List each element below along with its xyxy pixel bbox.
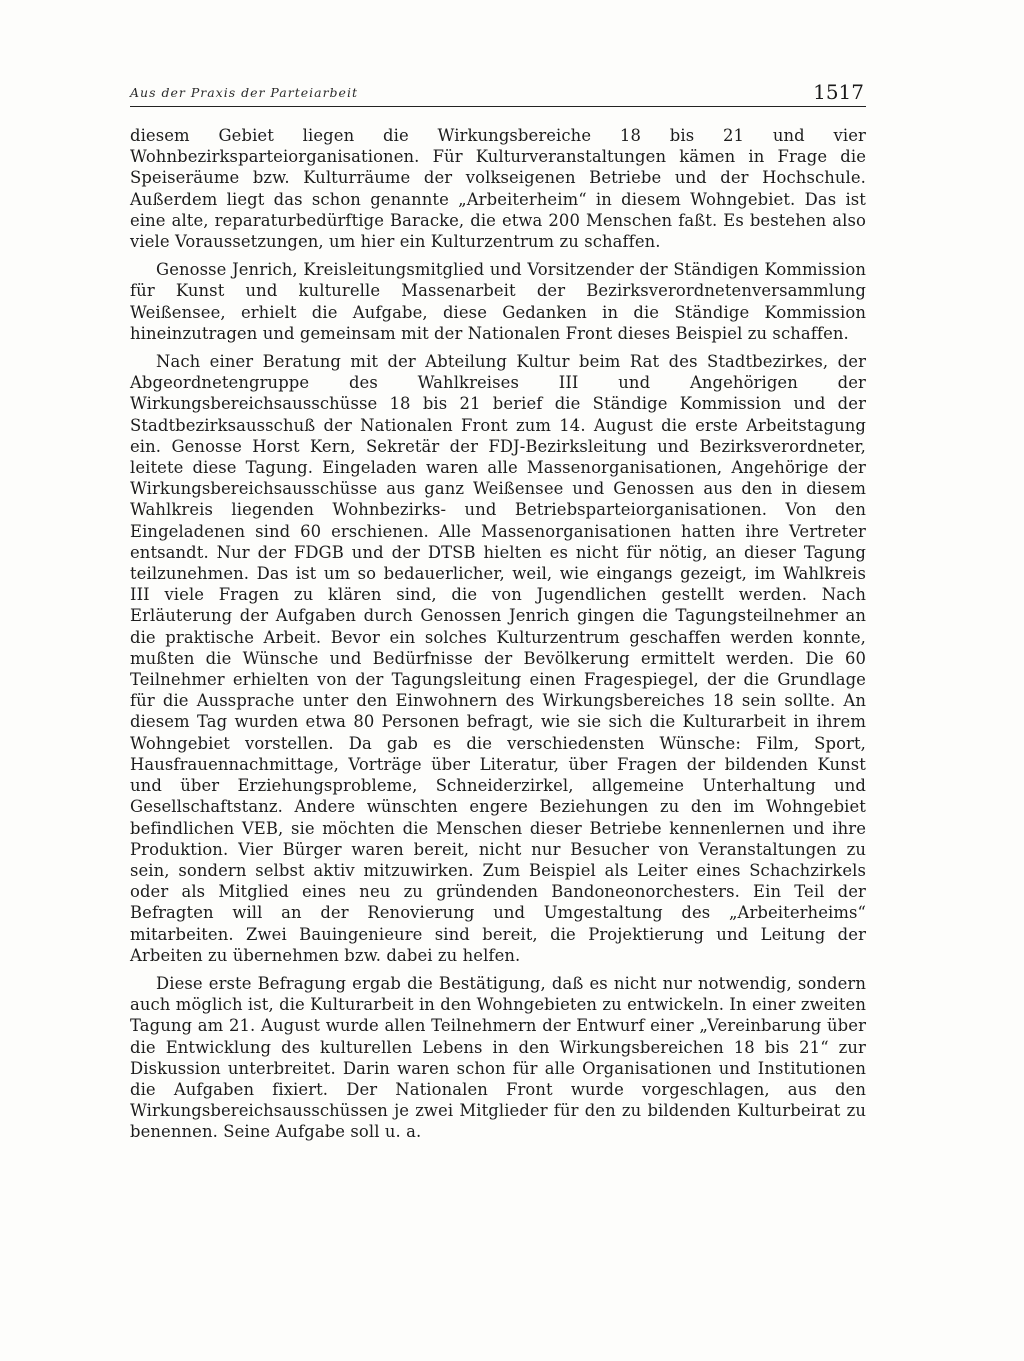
paragraph-continuation: diesem Gebiet liegen die Wirkungsbereiche 18 bis 21 und vier Wohnbezirksparteiorganisationen. Für Kulturveranstaltungen kämen in Frage die Speiseräume bzw. Kulturräume der volkseigenen Betriebe und der Hochschule. Außerdem liegt das schon genannte „Arbeiterheim“ in diesem Wohngebiet. Das ist eine alte, reparaturbedürftige Baracke, die etwa 200 Menschen faßt. Es bestehen also viele Voraussetzungen, um hier ein Kulturzentrum zu schaffen.: [130, 126, 866, 252]
running-header: [130, 80, 866, 107]
paragraph-first-meeting: Nach einer Beratung mit der Abteilung Kultur beim Rat des Stadtbezirkes, der Abgeordnetengruppe des Wahlkreises III und Angehörigen der Wirkungsbereichsausschüsse 18 bis 21 berief die Ständige Kommission und der Stadtbezirksausschuß der Nationalen Front zum 14. August die erste Arbeitstagung ein. Genosse Horst Kern, Sekretär der FDJ-Bezirksleitung und Bezirksverordneter, leitete diese Tagung. Eingeladen waren alle Massenorganisationen, Angehörige der Wirkungsbereichsausschüsse aus ganz Weißensee und Genossen aus den in diesem Wahlkreis liegenden Wohnbezirks- und Betriebsparteiorganisationen. Von den Eingeladenen sind 60 erschienen. Alle Massenorganisationen hatten ihre Vertreter entsandt. Nur der FDGB und der DTSB hielten es nicht für nötig, an dieser Tagung teilzunehmen. Das ist um so bedauerlicher, weil, wie eingangs gezeigt, im Wahlkreis III viele Fragen zu klären sind, die von Jugendlichen gestellt werden. Nach Erläuterung der Aufgaben durch Genossen Jenrich gingen die Tagungsteilnehmer an die praktische Arbeit. Bevor ein solches Kulturzentrum geschaffen werden konnte, mußten die Wünsche und Bedürfnisse der Bevölkerung ermittelt werden. Die 60 Teilnehmer erhielten von der Tagungsleitung einen Fragespiegel, der die Grundlage für die Aussprache unter den Einwohnern des Wirkungsbereiches 18 sein sollte. An diesem Tag wurden etwa 80 Personen befragt, wie sie sich die Kulturarbeit in ihrem Wohngebiet vorstellen. Da gab es die verschiedensten Wünsche: Film, Sport, Hausfrauennachmittage, Vorträge über Literatur, über Fragen der bildenden Kunst und über Erziehungsprobleme, Schneiderzirkel, allgemeine Unterhaltung und Gesellschaftstanz. Andere wünschten engere Beziehungen zu den im Wohngebiet befindlichen VEB, sie möchten die Menschen dieser Betriebe kennenlernen und ihre Produktion. Vier Bürger waren bereit, nicht nur Besucher von Veranstaltungen zu sein, sondern selbst aktiv mitzuwirken. Zum Beispiel als Leiter eines Schachzirkels oder als Mitglied eines neu zu gründenden Bandoneonorchesters. Ein Teil der Befragten will an der Renovierung und Umgestaltung des „Arbeiterheims“ mitarbeiten. Zwei Bauingenieure sind bereit, die Projektierung und Leitung der Arbeiten zu übernehmen bzw. dabei zu helfen.: [130, 352, 866, 965]
page-number: 1517: [813, 80, 864, 104]
body-text: [130, 125, 866, 1143]
book-page: [130, 80, 866, 1143]
paragraph-jenrich-task: Genosse Jenrich, Kreisleitungsmitglied und Vorsitzender der Ständigen Kommission für Kunst und kulturelle Massenarbeit der Bezirksverordnetenversammlung Weißensee, erhielt die Aufgabe, diese Gedanken in die Ständige Kommission hineinzutragen und gemeinsam mit der Nationalen Front dieses Beispiel zu schaffen.: [130, 260, 866, 343]
running-title: Aus der Praxis der Parteiarbeit: [130, 85, 358, 100]
paragraph-second-meeting: Diese erste Befragung ergab die Bestätigung, daß es nicht nur notwendig, sondern auch möglich ist, die Kulturarbeit in den Wohngebieten zu entwickeln. In einer zweiten Tagung am 21. August wurde allen Teilnehmern der Entwurf einer „Vereinbarung über die Entwicklung des kulturellen Lebens in den Wirkungsbereichen 18 bis 21“ zur Diskussion unterbreitet. Darin waren schon für alle Organisationen und Institutionen die Aufgaben fixiert. Der Nationalen Front wurde vorgeschlagen, aus den Wirkungsbereichsausschüssen je zwei Mitglieder für den zu bildenden Kulturbeirat zu benennen. Seine Aufgabe soll u. a.: [130, 973, 866, 1142]
